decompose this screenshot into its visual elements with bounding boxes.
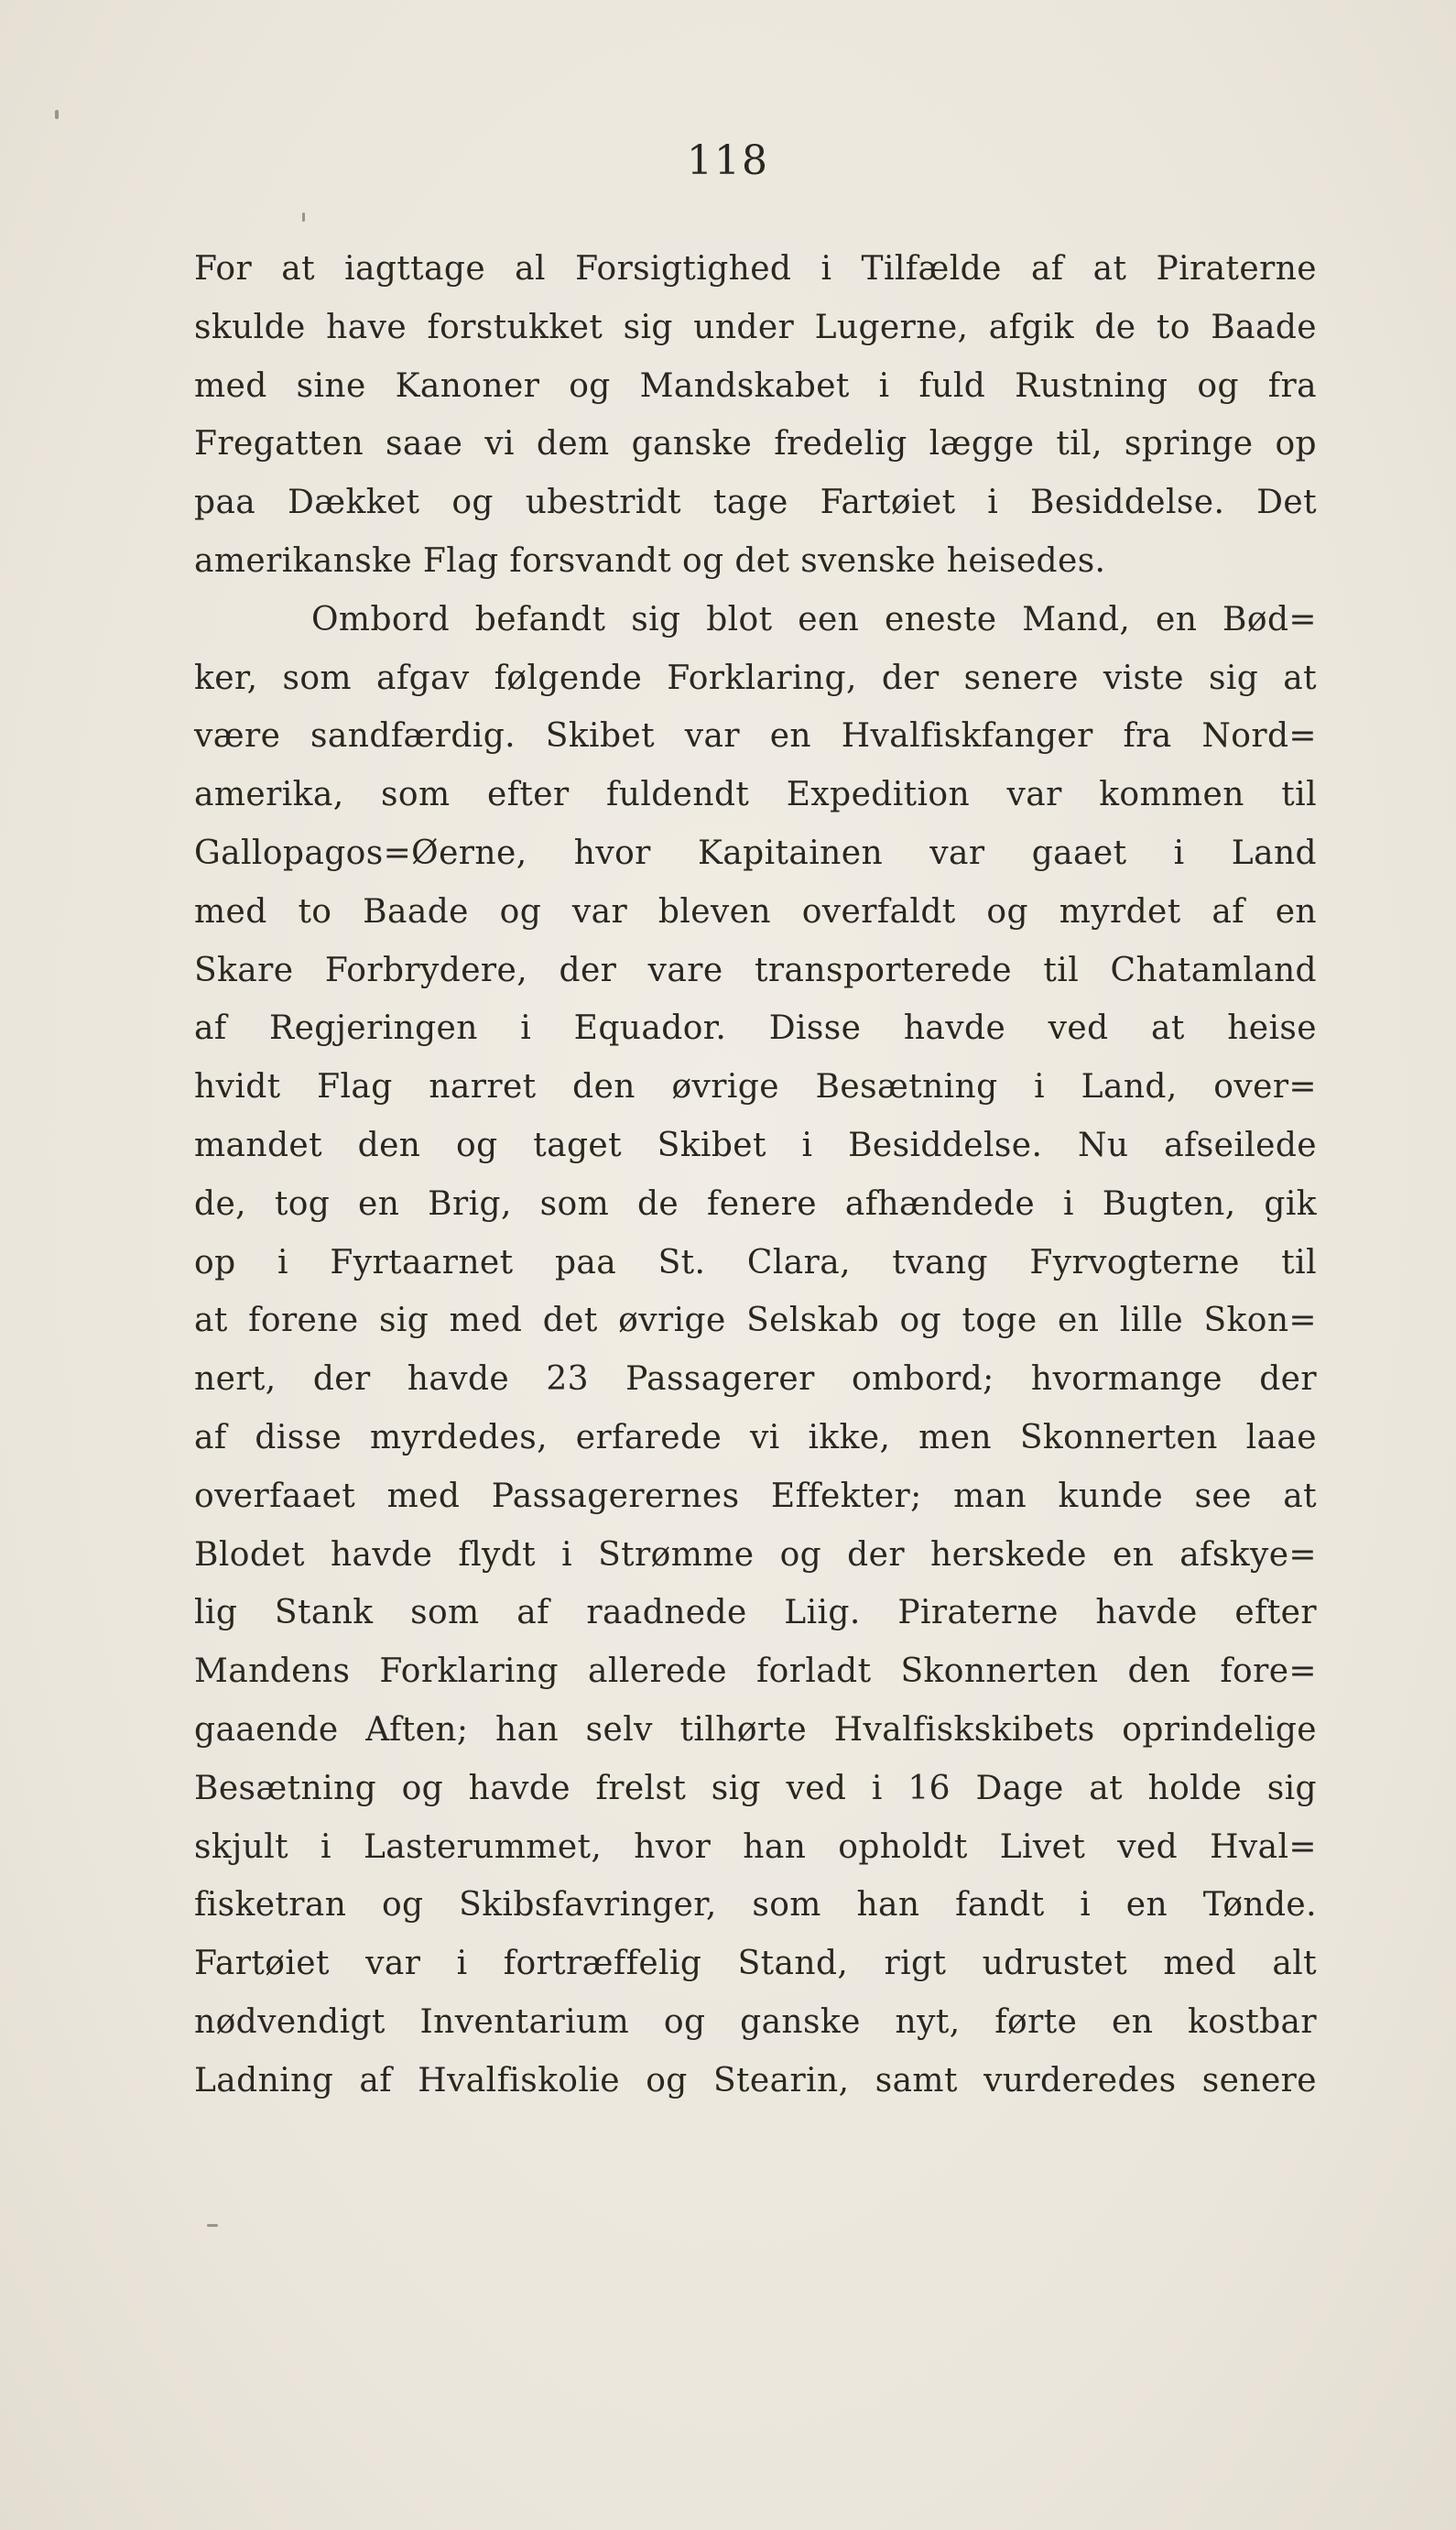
text-line: af Regjeringen i Equador. Disse havde ved at heise: [194, 1009, 1317, 1048]
text-line: Skare Forbrydere, der vare transporterede til Chatamland: [194, 951, 1317, 989]
text-line: amerika, som efter fuldendt Expedition var kommen til: [194, 776, 1317, 814]
page-number: 118: [687, 137, 769, 184]
text-line: nert, der havde 23 Passagerer ombord; hvormange der: [194, 1360, 1317, 1399]
page-speck: [302, 213, 305, 222]
text-line: være sandfærdig. Skibet var en Hvalfiskfanger fra Nord=: [194, 717, 1317, 756]
text-line: skulde have forstukket sig under Lugerne, afgik de to Baade: [194, 308, 1317, 346]
text-line: med to Baade og var bleven overfaldt og myrdet af en: [194, 892, 1317, 931]
text-line: overfaaet med Passagerernes Effekter; man kunde see at: [194, 1477, 1317, 1515]
text-line: Ladning af Hvalfiskolie og Stearin, samt vurderedes senere: [194, 2061, 1317, 2099]
paragraph-start-line: Ombord befandt sig blot een eneste Mand, en Bød=: [311, 600, 1317, 638]
text-line: fisketran og Skibsfavringer, som han fandt i en Tønde.: [194, 1886, 1317, 1925]
text-line: Fregatten saae vi dem ganske fredelig lægge til, springe op: [194, 425, 1317, 463]
text-line: at forene sig med det øvrige Selskab og toge en lille Skon=: [194, 1302, 1317, 1340]
page-speck: [55, 110, 59, 119]
text-line: paa Dækket og ubestridt tage Fartøiet i Besiddelse. Det: [194, 484, 1317, 522]
text-line: med sine Kanoner og Mandskabet i fuld Rustning og fra: [194, 366, 1317, 405]
text-line: gaaende Aften; han selv tilhørte Hvalfiskskibets oprindelige: [194, 1710, 1317, 1749]
text-line: af disse myrdedes, erfarede vi ikke, men Skonnerten laae: [194, 1418, 1317, 1456]
text-line: lig Stank som af raadnede Liig. Piraterne havde efter: [194, 1594, 1317, 1632]
text-line: op i Fyrtaarnet paa St. Clara, tvang Fyrvogterne til: [194, 1243, 1317, 1281]
page-speck: [207, 2224, 218, 2227]
text-line: de, tog en Brig, som de fenere afhændede i Bugten, gik: [194, 1184, 1317, 1223]
text-line: ker, som afgav følgende Forklaring, der senere viste sig at: [194, 659, 1317, 697]
text-line: Mandens Forklaring allerede forladt Skonnerten den fore=: [194, 1652, 1317, 1691]
text-line: Besætning og havde frelst sig ved i 16 Dage at holde sig: [194, 1769, 1317, 1807]
text-line: Blodet havde flydt i Strømme og der herskede en afskye=: [194, 1535, 1317, 1574]
text-line: For at iagttage al Forsigtighed i Tilfælde af at Piraterne: [194, 250, 1317, 288]
text-line: nødvendigt Inventarium og ganske nyt, førte en kostbar: [194, 2002, 1317, 2041]
text-line: skjult i Lasterummet, hvor han opholdt Livet ved Hval=: [194, 1827, 1317, 1866]
text-line: hvidt Flag narret den øvrige Besætning i Land, over=: [194, 1068, 1317, 1107]
text-line: Fartøiet var i fortræffelig Stand, rigt udrustet med alt: [194, 1945, 1317, 1983]
text-line: amerikanske Flag forsvandt og det svenske heisedes.: [194, 541, 1106, 580]
text-line: mandet den og taget Skibet i Besiddelse. Nu afseilede: [194, 1126, 1317, 1164]
text-line: Gallopagos=Øerne, hvor Kapitainen var gaaet i Land: [194, 834, 1317, 872]
body-text: [194, 240, 1317, 2110]
